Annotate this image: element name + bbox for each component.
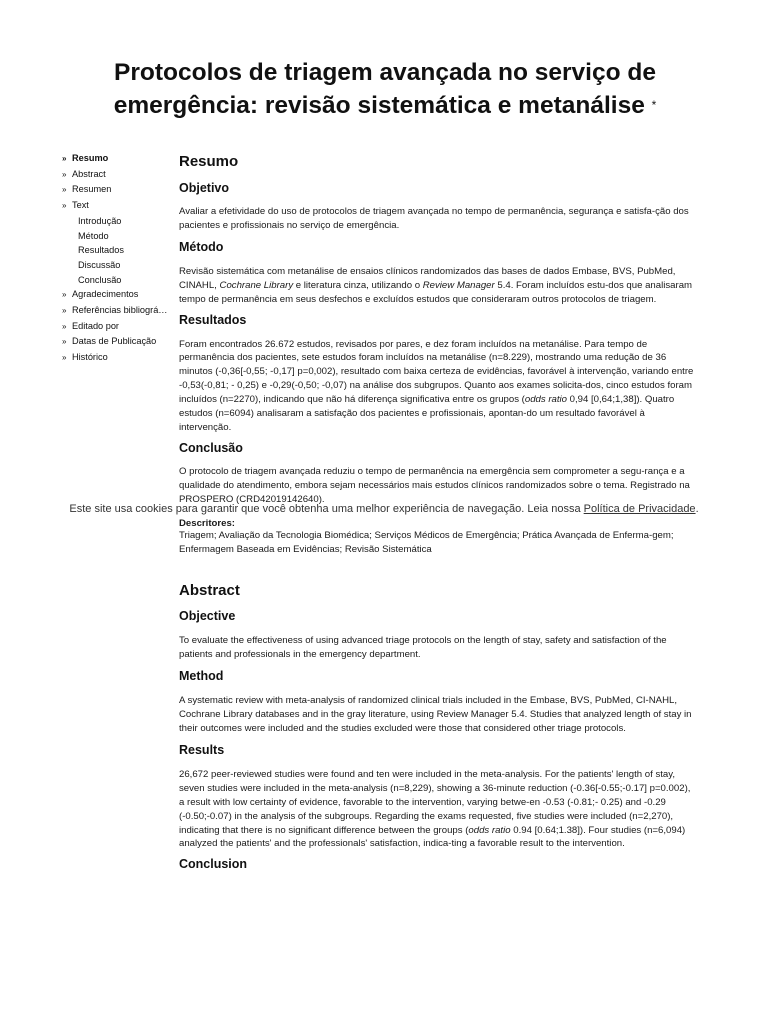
metodo-italic-2: Review Manager xyxy=(422,279,495,291)
toc-item[interactable] xyxy=(62,167,172,183)
toc-bullet-icon: » xyxy=(62,337,67,347)
toc-item[interactable] xyxy=(62,151,172,167)
toc-item-label: Datas de Publicação xyxy=(72,336,157,347)
section-heading-abstract: Abstract xyxy=(179,582,240,600)
paragraph-objective: To evaluate the effectiveness of using advanced triage protocols on the length of stay, safety and satisfaction of the patients and professionals in the emergency department. xyxy=(179,635,667,661)
toc-item[interactable] xyxy=(62,229,172,244)
resultados-text-1: Foram encontrados 26.672 estudos, revisados por pares, e dez foram incluídos na metanálise. Para tempo de permanência dos pacientes, sete estudos foram incluídos na metanálise (n=8.229), mostrando uma redução de 36 minutos (-0,36[-0,55; -0,17] p=0,002), resultado com baixa certeza de evidências, favorável à intervenção, variando entre -0,53(-0,81; - 0,25) e -0,29(-0,50; -0,07) na análise dos subgrupos. Quanto aos exames solicita-dos, cinco estudos foram incluídos (n=2270), indicando que não há diferença significativa entre os grupos ( xyxy=(179,338,694,406)
toc-item-label: Text xyxy=(72,200,89,211)
toc-item[interactable] xyxy=(62,214,172,229)
toc-item[interactable] xyxy=(62,287,172,303)
resultados-text-2: 0,94 [0,64;1,38]). Quatro estudos (n=6094) analisaram a satisfação dos pacientes e profissionais, apontan-do um resultado favorável à intervenção. xyxy=(179,394,675,433)
metodo-text-1: Revisão sistemática com metanálise de ensaios clínicos randomizados das bases de dados Embase, BVS, PubMed, CINAHL, xyxy=(179,265,676,291)
keywords-label: Descritores: xyxy=(179,517,235,529)
subheading-objetivo: Objetivo xyxy=(179,181,230,195)
paragraph-conclusao: O protocolo de triagem avançada reduziu o tempo de permanência na emergência sem comprometer a segu-rança e a qualidade do atendimento, embora sejam necessários mais estudos clínicos randomizados sobre o tema. Registrado na PROSPERO (CRD42019142640). xyxy=(179,465,690,505)
table-of-contents xyxy=(62,151,172,366)
paragraph-resultados xyxy=(179,338,697,435)
subheading-resultados: Resultados xyxy=(179,312,247,327)
toc-item-label: Introdução xyxy=(78,215,122,226)
title-note-marker[interactable]: * xyxy=(651,98,657,112)
toc-item[interactable] xyxy=(62,319,172,335)
article-title-text: Protocolos de triagem avançada no serviço de emergência: revisão sistemática e metanálise xyxy=(113,59,656,119)
toc-item[interactable] xyxy=(62,273,172,288)
subheading-conclusion: Conclusion xyxy=(179,857,248,872)
resultados-italic: odds ratio xyxy=(524,394,568,406)
toc-item-label: Resumen xyxy=(72,184,112,195)
paragraph-objetivo: Avaliar a efetividade do uso de protocolos de triagem avançada no tempo de permanência, segurança e satisfa-ção dos pacientes e profissionais no serviço de emergência. xyxy=(179,206,689,231)
cookie-notice xyxy=(0,501,768,517)
paragraph-results xyxy=(179,768,697,851)
toc-bullet-icon: » xyxy=(62,321,67,331)
toc-bullet-icon: » xyxy=(62,201,67,211)
toc-item-label: Referências bibliográ… xyxy=(72,305,168,316)
toc-item[interactable] xyxy=(62,350,172,366)
toc-item[interactable] xyxy=(62,243,172,258)
privacy-policy-link[interactable]: Política de Privacidade xyxy=(583,503,696,515)
subheading-method: Method xyxy=(179,669,224,684)
toc-item-label: Resultados xyxy=(78,245,124,256)
metodo-text-3: 5.4. Foram incluídos estu-dos que analisaram tempo de permanência em seus desfechos e excluídos estudos que consideraram outros protocolos de triagem. xyxy=(179,279,693,305)
toc-item[interactable] xyxy=(62,258,172,273)
toc-item[interactable] xyxy=(62,303,172,319)
toc-item-label: Resumo xyxy=(72,153,109,163)
metodo-italic-1: Cochrane Library xyxy=(219,279,294,291)
cookie-notice-text: Este site usa cookies para garantir que você obtenha uma melhor experiência de navegação. Leia nossa xyxy=(69,503,584,515)
toc-item[interactable] xyxy=(62,334,172,350)
results-text-1: 26,672 peer-reviewed studies were found and ten were included in the meta-analysis. For the patients' length of stay, seven studies were included in the meta-analysis (n=8,229), showing a 36-minute reduction (-0.36[-0.55;-0.17] p=0.002), a result with low certainty of evidence, favorable to the intervention, varying betwe-en -0.53 (-0.81;- 0.25) and -0.29 (-0.50;-0.07) in the analysis of the subgroups. Regarding the exams requested, five studies were included (n=2,270), indicating that there is no significant difference between the groups ( xyxy=(179,768,691,836)
toc-item-label: Discussão xyxy=(78,259,121,270)
toc-item-label: Conclusão xyxy=(78,274,122,285)
paragraph-method: A systematic review with meta-analysis of randomized clinical trials included in the Embase, BVS, PubMed, CI-NAHL, Cochrane Library databases and in the gray literature, using Review Manager 5.4. Studies that analyzed length of stay in their outcomes were included and the studies excluded were those that considered other triage protocols. xyxy=(179,695,692,735)
subheading-conclusao: Conclusão xyxy=(179,440,243,455)
metodo-text-2: e literatura cinza, utilizando o xyxy=(293,279,423,291)
results-italic: odds ratio xyxy=(468,824,511,836)
toc-item-label: Método xyxy=(78,230,109,241)
paragraph-metodo xyxy=(179,265,697,307)
subheading-metodo: Método xyxy=(179,239,224,254)
toc-bullet-icon: » xyxy=(62,353,67,363)
subheading-objective: Objective xyxy=(179,609,236,624)
keywords-text: Triagem; Avaliação da Tecnologia Biomédica; Serviços Médicos de Emergência; Prática Avançada de Enferma-gem; Enfermagem Baseada em Evidências; Revisão Sistemática xyxy=(179,529,674,555)
toc-bullet-icon: » xyxy=(62,154,67,163)
toc-bullet-icon: » xyxy=(62,290,67,300)
section-heading-resumo: Resumo xyxy=(179,153,239,170)
toc-bullet-icon: » xyxy=(62,185,67,195)
toc-item[interactable] xyxy=(62,198,172,214)
results-text-2: 0.94 [0.64;1.38]). Four studies (n=6,094) analyzed the patients' and the professionals' satisfaction, indica-ting a favorable result to the intervention. xyxy=(179,824,686,850)
toc-bullet-icon: » xyxy=(62,306,67,316)
cookie-notice-end: . xyxy=(695,503,699,515)
toc-bullet-icon: » xyxy=(62,169,67,179)
toc-item-label: Histórico xyxy=(72,352,108,363)
toc-item-label: Abstract xyxy=(72,168,106,179)
toc-item[interactable] xyxy=(62,182,172,198)
toc-item-label: Editado por xyxy=(72,320,119,331)
article-title xyxy=(60,56,710,122)
subheading-results: Results xyxy=(179,742,225,757)
toc-item-label: Agradecimentos xyxy=(72,289,139,300)
